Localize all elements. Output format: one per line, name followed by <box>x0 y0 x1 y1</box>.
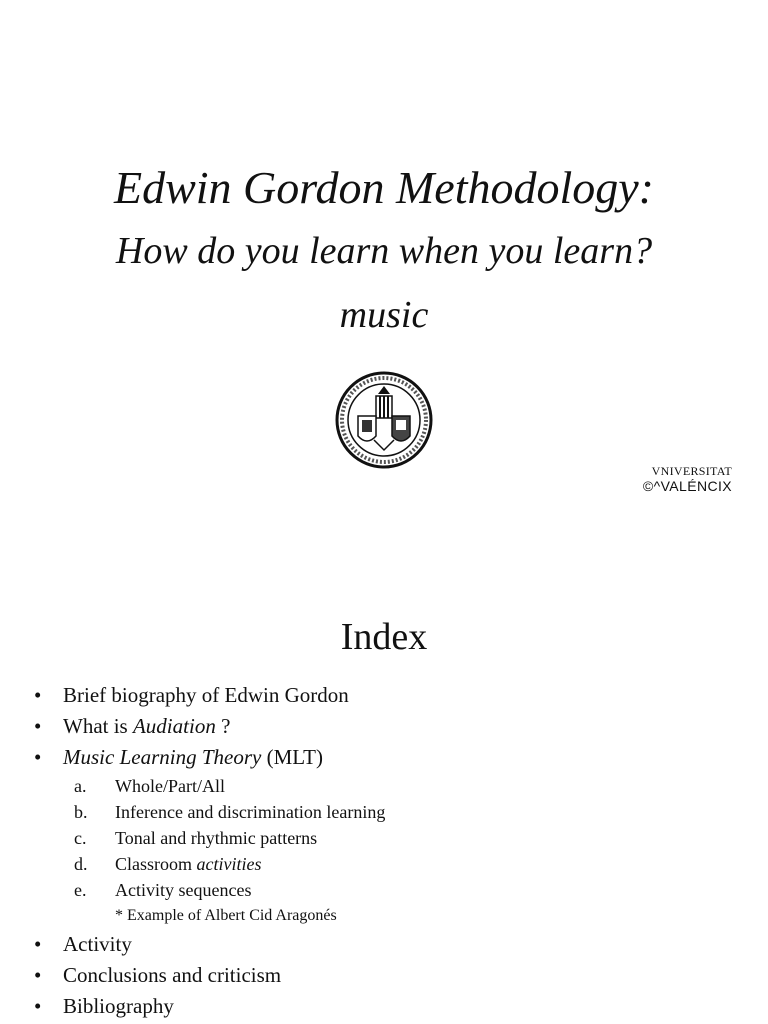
sub-item <box>34 825 734 851</box>
university-seal-icon <box>334 370 434 470</box>
sub-item <box>34 851 734 877</box>
list-item-text: Brief biography of Edwin Gordon <box>63 683 349 707</box>
sub-item-text: Activity sequences <box>115 880 252 900</box>
mlt-term: Music Learning Theory <box>63 745 262 769</box>
list-item-text: What is Audiation ? <box>63 714 231 738</box>
index-title: Index <box>340 616 428 658</box>
list-item-text: Activity <box>63 932 132 956</box>
sub-item <box>34 877 734 903</box>
sub-item-text: Inference and discrimination learning <box>115 802 386 822</box>
sub-item-letter: a. <box>74 776 87 796</box>
sub-item-text: Classroom activities <box>115 854 262 874</box>
university-name: VNIVERSITAT <box>651 464 732 478</box>
activities-term: activities <box>196 854 262 874</box>
sub-item-letter: e. <box>74 880 87 900</box>
bullet: • <box>34 683 42 707</box>
sub-item-text: Whole/Part/All <box>115 776 225 796</box>
university-city: ©^VALÉNCIX <box>642 478 732 494</box>
sub-item-letter: b. <box>74 802 88 822</box>
list-item <box>34 742 734 773</box>
sub-item-letter: c. <box>74 828 87 848</box>
index-list <box>34 680 734 1022</box>
bullet: • <box>34 714 42 738</box>
bullet: • <box>34 745 42 769</box>
sub-item-letter: d. <box>74 854 88 874</box>
sub-item <box>34 773 734 799</box>
list-item-text: Music Learning Theory (MLT) <box>63 745 323 769</box>
list-item <box>34 991 734 1022</box>
university-wordmark <box>643 464 732 494</box>
list-item-text: Conclusions and criticism <box>63 963 282 987</box>
audiation-term: Audiation <box>132 714 216 738</box>
slide-title: Edwin Gordon Methodology: <box>113 162 654 213</box>
slide-subtitle: How do you learn when you learn? <box>115 230 653 272</box>
list-item <box>34 711 734 742</box>
index-slide <box>0 590 768 1024</box>
example-note <box>34 903 734 929</box>
list-item <box>34 680 734 711</box>
slide-subtitle-music: music <box>339 294 429 336</box>
bullet: • <box>34 994 42 1018</box>
bullet: • <box>34 963 42 987</box>
list-item <box>34 960 734 991</box>
bullet: • <box>34 932 42 956</box>
sub-item-text: Tonal and rhythmic patterns <box>115 828 318 848</box>
list-item-text: Bibliography <box>63 994 174 1018</box>
example-note-text: * Example of Albert Cid Aragonés <box>115 907 337 924</box>
list-item <box>34 929 734 960</box>
sub-item <box>34 799 734 825</box>
